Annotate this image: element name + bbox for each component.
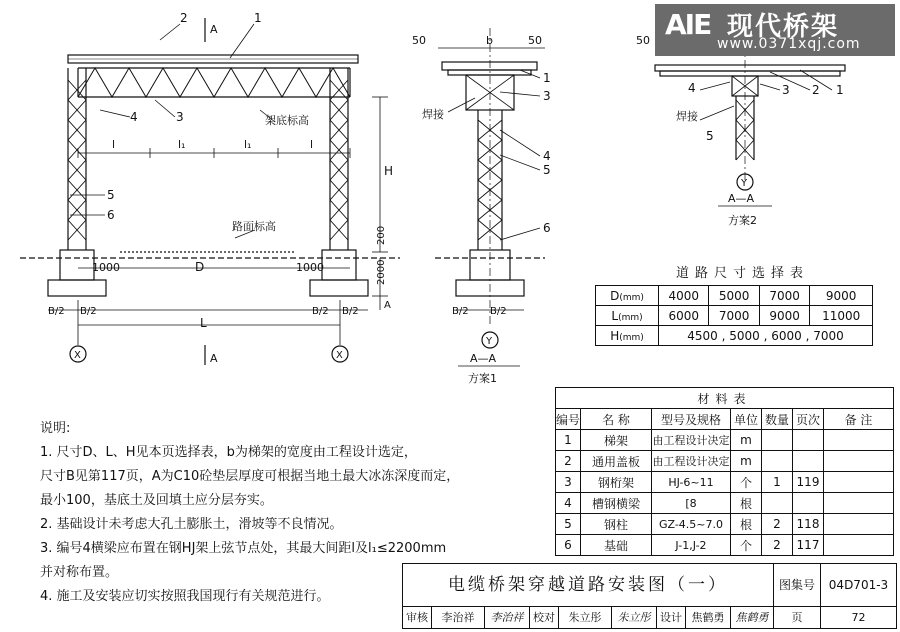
- table-row: [556, 493, 894, 514]
- table-cell: 根: [731, 493, 762, 514]
- material-table-body: [556, 430, 894, 556]
- checker-name: 朱立彤: [559, 607, 612, 628]
- table-cell: 基础: [581, 535, 652, 556]
- table-row: [596, 326, 873, 346]
- watermark-logo: [655, 4, 895, 56]
- foundation-right: [322, 250, 356, 280]
- table-cell: [824, 514, 894, 535]
- section-mark-top: A: [210, 23, 218, 36]
- table-cell: 2: [556, 451, 581, 472]
- column-header: 数量: [762, 409, 793, 430]
- title-block: [402, 563, 897, 629]
- table-cell: [824, 451, 894, 472]
- table-row: [556, 535, 894, 556]
- reviewer-signature: 李治祥: [485, 607, 530, 628]
- logo-mark: AIE: [665, 8, 711, 41]
- table-cell: 117: [793, 535, 824, 556]
- table-row: [596, 286, 873, 306]
- s2-axis-Y: Y: [741, 178, 748, 189]
- atlas-number: 04D701-3: [821, 564, 896, 607]
- table-cell: 4500 , 5000 , 6000 , 7000: [659, 326, 873, 346]
- s2-callout-3: 3: [782, 83, 790, 97]
- column-header: 型号及规格: [652, 409, 731, 430]
- s2-dim-50: 50: [636, 34, 650, 47]
- span-l1-right: l₁: [244, 138, 252, 151]
- table-cell: 通用盖板: [581, 451, 652, 472]
- table-cell: 4000: [659, 286, 709, 306]
- review-label: 审核: [403, 607, 432, 628]
- s1-callout-5: 5: [543, 163, 551, 177]
- dim-A: A: [384, 300, 391, 311]
- designer-signature: 焦鹤勇: [731, 607, 774, 628]
- road-level: 路面标高: [232, 220, 276, 233]
- table-row: [556, 514, 894, 535]
- note-item: 1. 尺寸D、L、H见本页选择表，b为梯架的宽度由工程设计选定，: [40, 445, 417, 460]
- note-item: 4. 施工及安装应切实按照我国现行有关规范进行。: [40, 589, 330, 604]
- dim-B2-3: B/2: [312, 306, 329, 317]
- callout-2: 2: [180, 11, 188, 25]
- table-cell: 钢桁架: [581, 472, 652, 493]
- table-cell: [824, 535, 894, 556]
- row-label: L(mm): [596, 306, 659, 326]
- s1-B2-left: B/2: [452, 306, 469, 317]
- foundation-left: [60, 250, 94, 280]
- table-cell: 9000: [810, 286, 873, 306]
- s1-callout-3: 3: [543, 89, 551, 103]
- table-cell: 6: [556, 535, 581, 556]
- material-table: [555, 387, 894, 556]
- table-cell: 5: [556, 514, 581, 535]
- note-item: 并对称布置。: [40, 565, 119, 580]
- table-cell: 118: [793, 514, 824, 535]
- designer-name: 焦鹤勇: [686, 607, 731, 628]
- s1-section-AA: A—A: [470, 352, 497, 365]
- table-cell: 个: [731, 535, 762, 556]
- dim-B2-2: B/2: [80, 306, 97, 317]
- table-header-row: [556, 409, 894, 430]
- callout-6: 6: [107, 208, 115, 222]
- reviewer-name: 李治祥: [432, 607, 485, 628]
- road-size-table: [595, 285, 873, 346]
- s1-axis-Y: Y: [486, 336, 493, 347]
- table-cell: 11000: [810, 306, 873, 326]
- material-table-title: 材料表: [556, 388, 894, 409]
- column-header: 单位: [731, 409, 762, 430]
- page-number: 72: [851, 611, 866, 624]
- drawing-title: 电缆桥架穿越道路安装图（一）: [403, 564, 774, 607]
- axis-X-right: X: [336, 350, 343, 361]
- s2-weld: 焊接: [676, 110, 698, 123]
- callout-4: 4: [130, 110, 138, 124]
- callout-1: 1: [254, 11, 262, 25]
- notes: [40, 417, 460, 609]
- table-cell: 钢柱: [581, 514, 652, 535]
- note-item: 2. 基础设计未考虑大孔土膨胀土，滑坡等不良情况。: [40, 517, 343, 532]
- dim-B2-1: B/2: [48, 306, 65, 317]
- table-cell: [824, 472, 894, 493]
- span-l-right: l: [310, 138, 314, 151]
- dim-D: D: [195, 260, 205, 274]
- table-row: [596, 306, 873, 326]
- checker-signature: 朱立彤: [612, 607, 657, 628]
- steel-truss: [78, 68, 350, 97]
- table-cell: 1: [762, 472, 793, 493]
- table-cell: [762, 430, 793, 451]
- s2-scheme-label: 方案2: [728, 214, 757, 227]
- table-cell: 梯架: [581, 430, 652, 451]
- table-cell: 5000: [709, 286, 759, 306]
- dim-2000: 2000: [376, 259, 387, 285]
- table-cell: 2: [762, 514, 793, 535]
- column-header: 编号: [556, 409, 581, 430]
- notes-heading: 说明:: [40, 421, 71, 436]
- road-table-title: 道路尺寸选择表: [676, 266, 810, 281]
- dim-H: H: [384, 164, 394, 178]
- dim-200: 200: [376, 225, 387, 245]
- notes-list: [40, 441, 460, 609]
- s1-dim-50-left: 50: [412, 34, 426, 47]
- table-cell: 6000: [659, 306, 709, 326]
- table-cell: 个: [731, 472, 762, 493]
- table-cell: [762, 451, 793, 472]
- check-label: 校对: [530, 607, 559, 628]
- table-cell: J-1,J-2: [652, 535, 731, 556]
- logo-url: www.0371xqj.com: [717, 36, 861, 52]
- table-cell: 根: [731, 514, 762, 535]
- table-cell: GZ-4.5~7.0: [652, 514, 731, 535]
- s2-callout-5: 5: [706, 129, 714, 143]
- note-item: 尺寸B见第117页，A为C10砼垫层厚度可根据当地土最大冰冻深度而定，: [40, 469, 460, 484]
- span-l-left: l: [112, 138, 116, 151]
- table-cell: 由工程设计决定: [652, 451, 731, 472]
- steel-column-right: [330, 68, 348, 250]
- table-cell: 槽钢横梁: [581, 493, 652, 514]
- table-cell: 由工程设计决定: [652, 430, 731, 451]
- dim-1000-right: 1000: [296, 261, 324, 274]
- table-cell: HJ-6~11: [652, 472, 731, 493]
- row-label: H(mm): [596, 326, 659, 346]
- row-label: D(mm): [596, 286, 659, 306]
- signature-row: [403, 607, 896, 628]
- note-item: 最小100，基底土及回填土应分层夯实。: [40, 493, 273, 508]
- s1-weld: 焊接: [422, 108, 444, 121]
- table-cell: 2: [762, 535, 793, 556]
- column-header: 名 称: [581, 409, 652, 430]
- s1-dim-50-right: 50: [528, 34, 542, 47]
- s2-callout-1: 1: [836, 83, 844, 97]
- table-cell: 7000: [709, 306, 759, 326]
- table-cell: [793, 493, 824, 514]
- s2-callout-2: 2: [812, 83, 820, 97]
- table-cell: [793, 451, 824, 472]
- atlas-label: 图集号: [774, 564, 821, 607]
- table-cell: 9000: [759, 306, 809, 326]
- page-label: 页: [774, 607, 821, 628]
- s1-scheme-label: 方案1: [468, 372, 497, 385]
- callout-3: 3: [176, 110, 184, 124]
- dim-L: L: [200, 316, 207, 330]
- steel-column-left: [68, 68, 86, 250]
- table-cell: 3: [556, 472, 581, 493]
- note-item: 3. 编号4横梁应布置在钢HJ架上弦节点处，其最大间距l及l₁≤2200mm: [40, 541, 447, 556]
- axis-X-left: X: [74, 350, 81, 361]
- s1-callout-1: 1: [543, 71, 551, 85]
- s1-B2-right: B/2: [490, 306, 507, 317]
- column-header: 页次: [793, 409, 824, 430]
- table-cell: 119: [793, 472, 824, 493]
- table-row: [556, 472, 894, 493]
- callout-5: 5: [107, 188, 115, 202]
- table-cell: 1: [556, 430, 581, 451]
- table-cell: 4: [556, 493, 581, 514]
- table-cell: [824, 430, 894, 451]
- s1-callout-6: 6: [543, 221, 551, 235]
- table-row: [556, 451, 894, 472]
- dim-B2-4: B/2: [342, 306, 359, 317]
- table-cell: m: [731, 430, 762, 451]
- table-cell: [824, 493, 894, 514]
- span-l1-left: l₁: [178, 138, 186, 151]
- table-cell: [8: [652, 493, 731, 514]
- section-mark-bottom: A: [210, 352, 218, 365]
- table-row: [556, 430, 894, 451]
- table-cell: 7000: [759, 286, 809, 306]
- s2-section-AA: A—A: [728, 192, 755, 205]
- table-cell: [793, 430, 824, 451]
- column-header: 备 注: [824, 409, 894, 430]
- s2-callout-4: 4: [688, 81, 696, 95]
- frame-bottom-level: 架底标高: [265, 114, 309, 127]
- table-cell: [762, 493, 793, 514]
- s1-callout-4: 4: [543, 149, 551, 163]
- s1-dim-b: b: [486, 34, 493, 47]
- dim-1000-left: 1000: [92, 261, 120, 274]
- logo-name: 现代桥架: [727, 12, 840, 42]
- table-cell: m: [731, 451, 762, 472]
- design-label: 设计: [657, 607, 686, 628]
